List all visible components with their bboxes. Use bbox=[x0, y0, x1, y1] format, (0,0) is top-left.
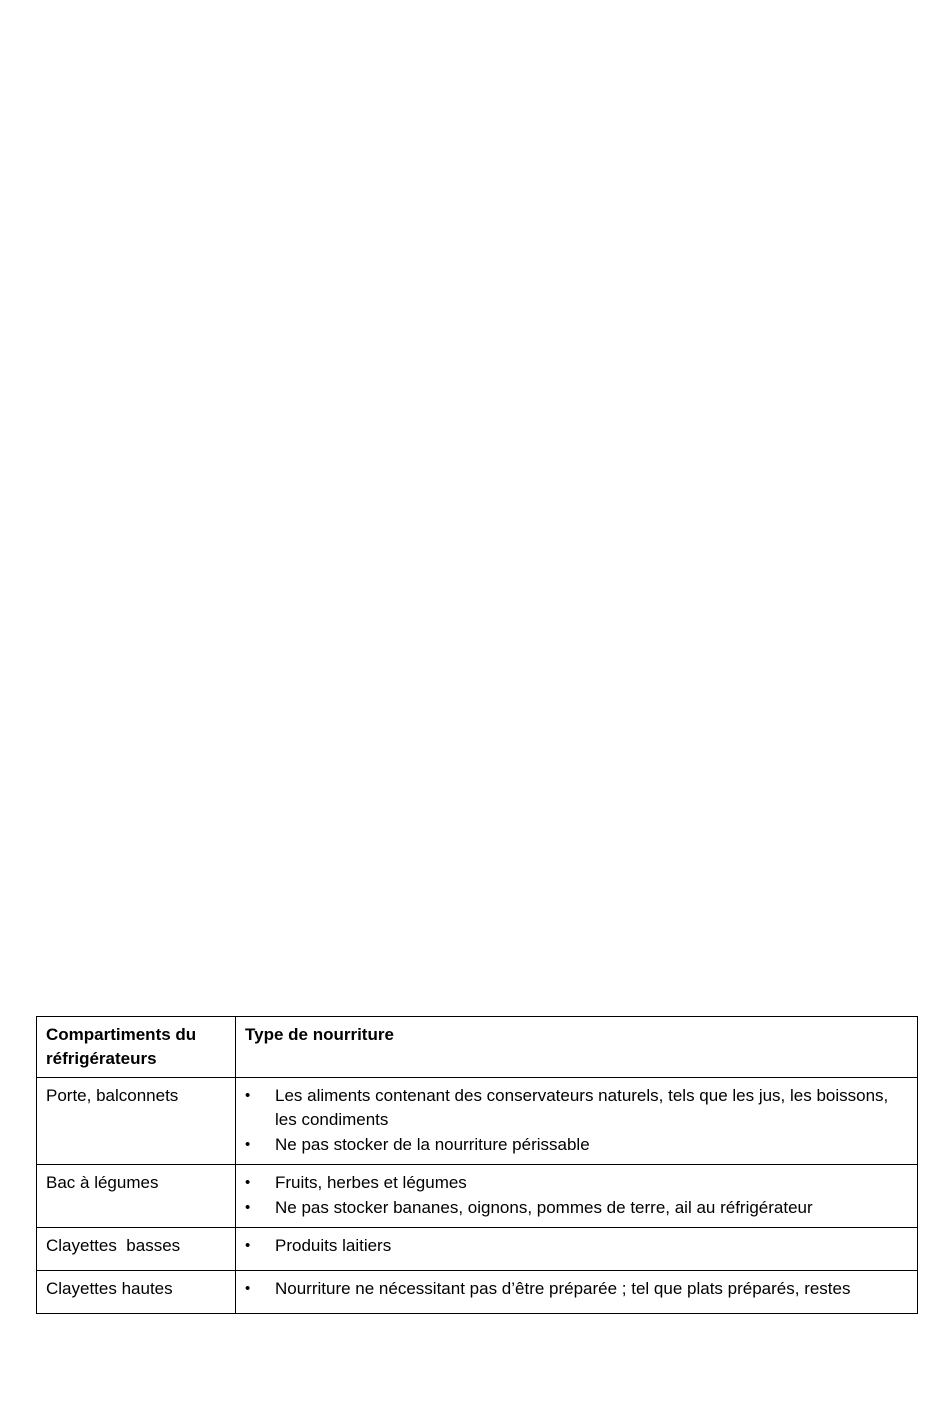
list-item bbox=[245, 1171, 908, 1195]
bullet-icon: • bbox=[245, 1136, 251, 1153]
compartment-cell: Porte, balconnets bbox=[37, 1078, 236, 1165]
list-item bbox=[245, 1196, 908, 1220]
header-food-type: Type de nourriture bbox=[236, 1017, 918, 1078]
table-row bbox=[37, 1078, 918, 1165]
list-item bbox=[245, 1234, 908, 1258]
bullet-icon: • bbox=[245, 1237, 251, 1254]
list-item-text: Ne pas stocker bananes, oignons, pommes de terre, ail au réfrigérateur bbox=[275, 1198, 813, 1217]
compartment-cell: Clayettes basses bbox=[37, 1228, 236, 1271]
table-header-row bbox=[37, 1017, 918, 1078]
list-item-text: Nourriture ne nécessitant pas d’être préparée ; tel que plats préparés, restes bbox=[275, 1279, 851, 1298]
bullet-icon: • bbox=[245, 1174, 251, 1191]
list-item bbox=[245, 1133, 908, 1157]
list-item-text: Produits laitiers bbox=[275, 1236, 392, 1255]
list-item bbox=[245, 1277, 908, 1301]
bullet-icon: • bbox=[245, 1087, 251, 1104]
bullet-icon: • bbox=[245, 1199, 251, 1216]
compartment-cell: Bac à légumes bbox=[37, 1165, 236, 1228]
food-type-cell bbox=[236, 1271, 918, 1314]
list-item-text: Ne pas stocker de la nourriture périssable bbox=[275, 1135, 590, 1154]
food-type-cell bbox=[236, 1078, 918, 1165]
table-row bbox=[37, 1228, 918, 1271]
header-compartment: Compartiments du réfrigérateurs bbox=[37, 1017, 236, 1078]
food-list bbox=[245, 1277, 908, 1301]
bullet-icon: • bbox=[245, 1280, 251, 1297]
food-list bbox=[245, 1084, 908, 1157]
table-row bbox=[37, 1271, 918, 1314]
compartment-cell: Clayettes hautes bbox=[37, 1271, 236, 1314]
fridge-compartments-table bbox=[36, 1016, 918, 1314]
list-item-text: Les aliments contenant des conservateurs naturels, tels que les jus, les boissons, les condiments bbox=[275, 1086, 889, 1129]
food-type-cell bbox=[236, 1228, 918, 1271]
food-list bbox=[245, 1234, 908, 1258]
table-row bbox=[37, 1165, 918, 1228]
list-item bbox=[245, 1084, 908, 1132]
food-list bbox=[245, 1171, 908, 1220]
list-item-text: Fruits, herbes et légumes bbox=[275, 1173, 467, 1192]
food-type-cell bbox=[236, 1165, 918, 1228]
